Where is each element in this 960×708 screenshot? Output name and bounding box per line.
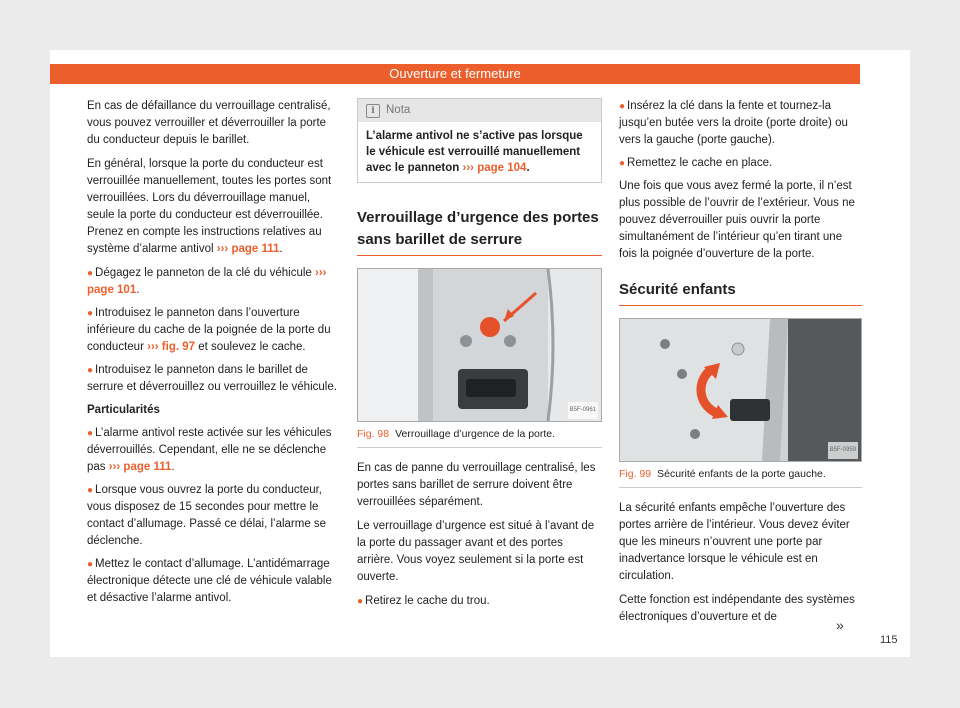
page-link[interactable]: ››› page 111 (216, 243, 280, 255)
list-item: ● Dégagez le panneton de la clé du véhicule ››› page 101. (87, 267, 327, 296)
paragraph: La sécurité enfants empêche l’ouverture des portes arrière de l’intérieur. Vous devez éviter que les mineurs n’ouvrent une porte par inadvertance lorsque le véhicule est en circulation. (619, 502, 850, 582)
note-label: Nota (386, 104, 411, 116)
bullet-icon: ● (619, 101, 626, 112)
note-box (357, 98, 602, 183)
figure-99 (619, 318, 862, 462)
door-lock-illustration (358, 269, 602, 421)
column-right (619, 98, 862, 633)
column-middle (357, 98, 602, 616)
figure-code: B5F-0961 (568, 402, 598, 419)
bullet-icon: ● (87, 365, 94, 376)
column-left (87, 98, 339, 613)
list-item: ● Introduisez le panneton dans l’ouverture inférieure du cache de la poignée de la porte du conducteur ››› fig. 97 et soulevez le cache. (87, 307, 331, 353)
figure-code: B5F-0959 (828, 442, 858, 459)
bullet-icon: ● (87, 308, 94, 319)
list-item: ● Lorsque vous ouvrez la porte du conducteur, vous disposez de 15 secondes pour mettre le contact d’allumage. Passé ce délai, l’alarme se déclenche. (87, 484, 327, 547)
subheading: Particularités (87, 404, 160, 416)
bullet-icon: ● (357, 596, 364, 607)
intro-paragraph: En cas de défaillance du verrouillage centralisé, vous pouvez verrouiller et déverrouiller la porte du conducteur depuis le barillet. (87, 100, 331, 146)
figure-caption: Fig. 99 Sécurité enfants de la porte gauche. (619, 466, 862, 488)
note-text: L’alarme antivol ne s’active pas lorsque le véhicule est verrouillé manuellement avec le panneton ››› page 104. (366, 130, 583, 174)
info-icon: i (366, 104, 380, 118)
child-lock-illustration (620, 319, 861, 461)
paragraph: En cas de panne du verrouillage centralisé, les portes sans barillet de serrure doivent être verrouillées séparément. (357, 462, 596, 508)
figure-label: Fig. 98 (357, 428, 390, 440)
bullet-icon: ● (87, 485, 94, 496)
list-item: ● Insérez la clé dans la fente et tournez-la jusqu’en butée vers la droite (porte droite) ou vers la gauche (porte gauche). (619, 100, 848, 146)
figure-98 (357, 268, 602, 422)
list-item: ● Remettez le cache en place. (619, 157, 773, 169)
bullet-icon: ● (87, 268, 94, 279)
chapter-header: Ouverture et fermeture (50, 64, 860, 84)
section-title: Sécurité enfants (619, 279, 862, 306)
alarm-paragraph: En général, lorsque la porte du conducteur est verrouillée manuellement, toutes les portes sont verrouillées. Lors du déverrouillage manuel, seule la porte du conducteur est déverrouillée. Prenez en compte les instructions relatives au système d’alarme antivol ››› page 111. (87, 158, 332, 255)
continue-marker: » (836, 617, 844, 633)
list-item: ● Introduisez le panneton dans le barillet de serrure et déverrouillez ou verrouillez le véhicule. (87, 364, 337, 393)
bullet-icon: ● (87, 559, 94, 570)
list-item: ● Mettez le contact d’allumage. L’antidémarrage électronique détecte une clé de véhicule valable et désactive l’alarme antivol. (87, 558, 332, 604)
list-item: ● L’alarme antivol reste activée sur les véhicules déverrouillés. Cependant, elle ne se déclenche pas ››› page 111. (87, 427, 332, 473)
page-number: 115 (880, 634, 898, 646)
page-link[interactable]: ››› page 104 (462, 162, 527, 174)
figure-caption: Fig. 98 Verrouillage d’urgence de la porte. (357, 426, 602, 448)
list-item: ● Retirez le cache du trou. (357, 595, 490, 607)
paragraph: Une fois que vous avez fermé la porte, il n’est plus possible de l’ouvrir de l’extérieur. Vous ne pouvez déverrouiller puis ouvrir la porte simultanément de l’intérieur qu’en tirant une fois la poignée d’ouverture de la porte. (619, 180, 855, 260)
figure-label: Fig. 99 (619, 468, 652, 480)
bullet-icon: ● (619, 158, 626, 169)
paragraph: Le verrouillage d’urgence est situé à l’avant de la porte du passager avant et des portes arrière. Vous voyez seulement si la porte est ouverte. (357, 520, 595, 583)
figure-link[interactable]: ››› fig. 97 (147, 341, 196, 353)
note-header (358, 99, 601, 122)
paragraph: Cette fonction est indépendante des systèmes électroniques d’ouverture et de (619, 594, 855, 623)
page-link[interactable]: ››› page 101 (87, 267, 327, 296)
bullet-icon: ● (87, 428, 94, 439)
section-title: Verrouillage d’urgence des portes sans barillet de serrure (357, 207, 602, 256)
page-link[interactable]: ››› page 111 (108, 461, 172, 473)
